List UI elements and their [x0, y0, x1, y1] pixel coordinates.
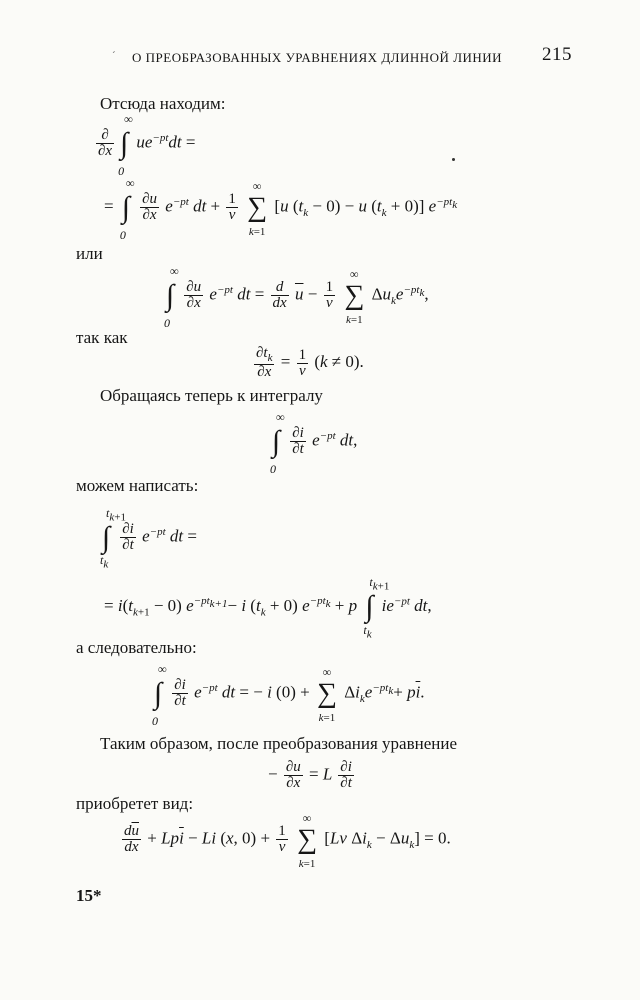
equation-4: ∫ ∞ 0 $\frac{\partial i}{\partial t}$ $e^{-pt}$ dt,: [270, 409, 358, 476]
equation-5-line-2: = $i(t_{k+1} - 0)$ $e^{-pt_{k+1}}- i$ $(t_k + 0) e^{-pt_k} + p$ ∫ $t_{k+1}$ $t_k$ $ie^{-pt}$ dt,: [104, 575, 432, 640]
equation-6: ∫ ∞ 0 $\frac{\partial i}{\partial t}$ $e^{-pt}$ dt = − i (0) + ∑ ∞ k=1 $\Delta i_ke^{-pt_k}+ p\overline{i}$.: [152, 661, 425, 728]
equation-7: − $\frac{\partial u}{\partial x}$ = L $\frac{\partial i}{\partial t}$: [268, 759, 352, 791]
paragraph-we-can-write: можем написать:: [76, 476, 199, 495]
paragraph-since: так как: [76, 328, 128, 347]
equation-3: $\frac{\partial t_k}{\partial x}$ = $\frac{1}{v}$ (k ≠ 0).: [256, 345, 364, 380]
equation-1-line-1: $\frac{\partial}{\partial x}$ ∫ ∞ 0 $ue^{-pt}dt$ =: [98, 111, 196, 178]
paragraph-consequently: а следовательно:: [76, 638, 197, 657]
signature-mark: 15*: [76, 886, 102, 905]
paragraph-turning: Обращаясь теперь к интегралу: [100, 386, 323, 405]
header-mark: ´: [112, 50, 117, 62]
paragraph-thus: Таким образом, после преобразования уравнение: [100, 734, 457, 753]
paragraph-hence: Отсюда находим:: [100, 94, 226, 113]
header-title: О ПРЕОБРАЗОВАННЫХ УРАВНЕНИЯХ ДЛИННОЙ ЛИНИИ: [132, 50, 503, 65]
paragraph-or: или: [76, 244, 103, 263]
paragraph-acquires: приобретет вид:: [76, 794, 194, 813]
equation-5-line-1: ∫ $t_{k+1}$ $t_k$ $\frac{\partial i}{\partial t}$ $e^{-pt}$ dt =: [100, 505, 197, 571]
equation-8: $\frac{d\overline{u}}{dx}$ + $Lp\overline{i} - Li$ (x, 0) + $\frac{1}{v}$ ∑ ∞ k=1 [Lv $\Delta i_k - \Delta u_k] = 0$.: [124, 810, 451, 870]
stray-dot: [452, 158, 455, 161]
running-header: [112, 44, 572, 66]
equation-1-line-2: = ∫ ∞ 0 $\frac{\partial u}{\partial x}$ $e^{-pt}$ dt + $\frac{1}{v}$ ∑ ∞ k=1 [u $(t_k - 0) - u$ $(t_k + 0)$] $e^{-pt_k}$: [104, 175, 458, 242]
page-number: 215: [542, 44, 572, 65]
equation-2: ∫ ∞ 0 $\frac{\partial u}{\partial x}$ $e^{-pt}$ dt = $\frac{d}{dx}$ $\overline{u}$ − $\frac{1}{v}$ ∑ ∞ k=1 $\Delta u_ke^{-pt_k}$,: [164, 263, 429, 330]
